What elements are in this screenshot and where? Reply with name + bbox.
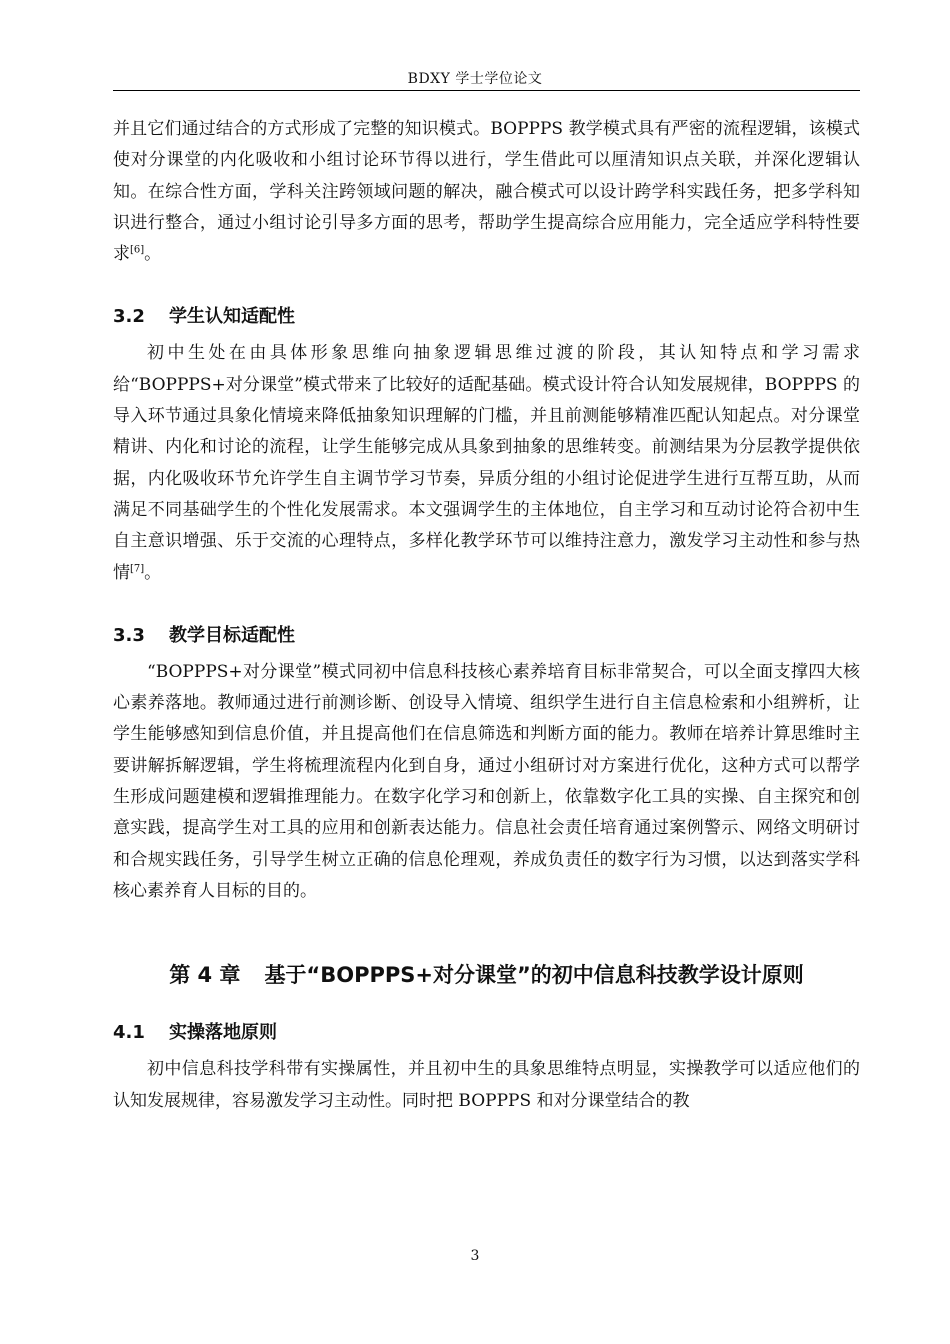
section-heading-3-3: [113, 620, 860, 651]
paragraph-tail: 。: [144, 562, 162, 583]
citation-7: [7]: [130, 562, 145, 574]
chapter-title: 基于“BOPPPS+对分课堂”的初中信息科技教学设计原则: [264, 963, 804, 988]
section-heading-3-2: [113, 301, 860, 332]
section-title: 实操落地原则: [169, 1022, 277, 1044]
paragraph-practice-principle: 初中信息科技学科带有实操属性，并且初中生的具象思维特点明显，实操教学可以适应他们的认知发展规律，容易激发学习主动性。同时把 BOPPPS 和对分课堂结合的教: [113, 1059, 860, 1111]
paragraph-tail: 。: [144, 244, 162, 265]
page-body: [113, 114, 860, 1117]
paragraph-teaching-goals: “BOPPPS+对分课堂”模式同初中信息科技核心素养培育目标非常契合，可以全面支撑四大核心素养落地。教师通过进行前测诊断、创设导入情境、组织学生进行自主信息检索和小组辨析，让学生能够感知到信息价值，并且提高他们在信息筛选和判断方面的能力。教师在培养计算思维时主要讲解拆解逻辑，学生将梳理流程内化到自身，通过小组研讨对方案进行优化，这种方式可以帮学生形成问题建模和逻辑推理能力。在数字化学习和创新上，依靠数字化工具的实操、自主探究和创意实践，提高学生对工具的应用和创新表达能力。信息社会责任培育通过案例警示、网络文明研讨和合规实践任务，引导学生树立正确的信息伦理观，养成负责任的数字行为习惯，以达到落实学科核心素养育人目标的目的。: [113, 661, 860, 901]
chapter-number: 第 4 章: [169, 963, 241, 988]
citation-6: [6]: [130, 244, 145, 256]
paragraph-student-cognition: [113, 338, 860, 588]
section-number: 3.2: [113, 306, 145, 328]
page-number: 3: [470, 1248, 480, 1264]
chapter-heading-4: [113, 955, 860, 995]
section-number: 3.3: [113, 624, 145, 646]
running-header: BDXY 学士学位论文: [407, 71, 543, 87]
paragraph-text: 并且它们通过结合的方式形成了完整的知识模式。BOPPPS 教学模式具有严密的流程逻辑，该模式使对分课堂的内化吸收和小组讨论环节得以进行，学生借此可以厘清知识点关联，并深化逻辑认知。在综合性方面，学科关注跨领域问题的解决，融合模式可以设计跨学科实践任务，把多学科知识进行整合，通过小组讨论引导多方面的思考，帮助学生提高综合应用能力，完全适应学科特性要求: [113, 119, 860, 265]
section-title: 学生认知适配性: [169, 306, 295, 328]
paragraph-text: 初中生处在由具体形象思维向抽象逻辑思维过渡的阶段，其认知特点和学习需求给“BOPPPS+对分课堂”模式带来了比较好的适配基础。模式设计符合认知发展规律，BOPPPS 的导入环节通过具象化情境来降低抽象知识理解的门槛，并且前测能够精准匹配认知起点。对分课堂精讲、内化和讨论的流程，让学生能够完成从具象到抽象的思维转变。前测结果为分层教学提供依据，内化吸收环节允许学生自主调节学习节奏，异质分组的小组讨论促进学生进行互帮互助，从而满足不同基础学生的个性化发展需求。本文强调学生的主体地位，自主学习和互动讨论符合初中生自主意识增强、乐于交流的心理特点，多样化教学环节可以维持注意力，激发学习主动性和参与热情: [113, 343, 860, 583]
header-divider: [113, 90, 860, 91]
paragraph-continued: [113, 114, 860, 270]
section-title: 教学目标适配性: [169, 624, 295, 646]
section-heading-4-1: [113, 1017, 860, 1048]
section-number: 4.1: [113, 1022, 145, 1044]
